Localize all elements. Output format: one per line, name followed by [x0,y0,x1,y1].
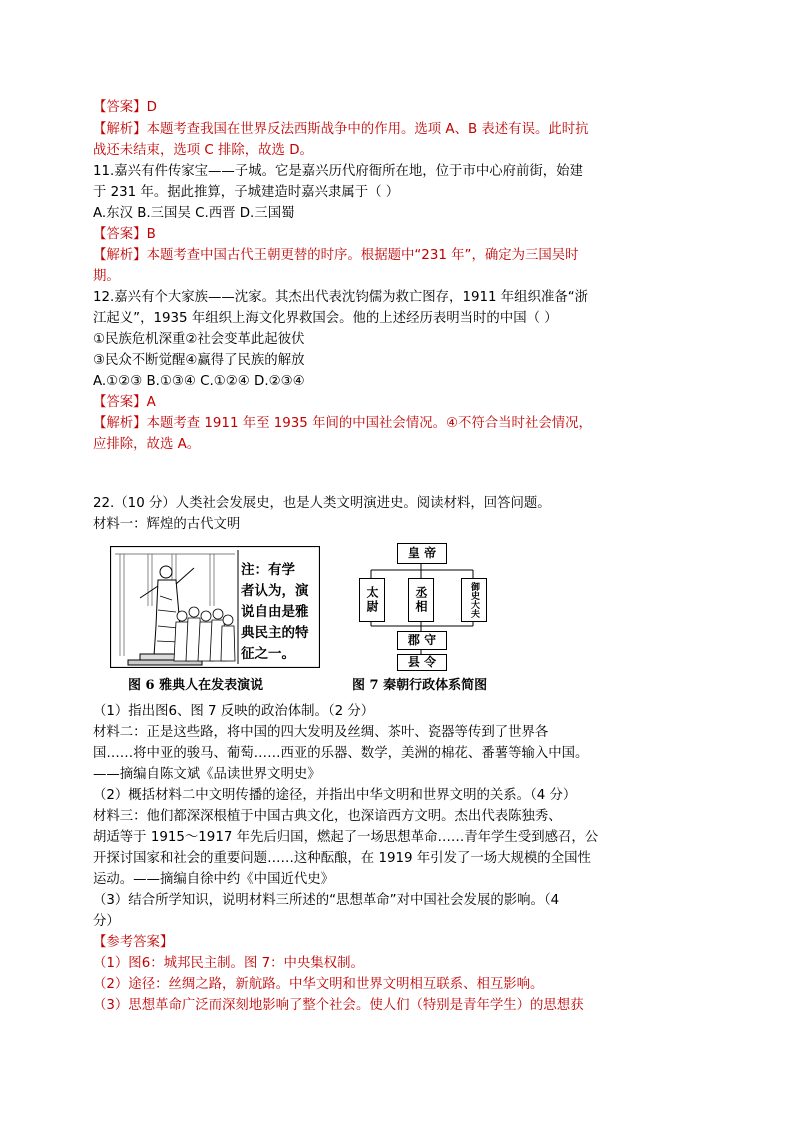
material3-line2: 胡适等于 1915～1917 年先后归国，燃起了一场思想革命……青年学生受到感召，公 [93,830,599,845]
q11-stem-line1: 11.嘉兴有件传家宝——子城。它是嘉兴历代府衙所在地，位于市中心府前街，始建 [93,164,583,179]
q12-choices-line1: ①民族危机深重②社会变革此起彼伏 [93,332,305,347]
q11-stem-line2: 于 231 年。据此推算，子城建造时嘉兴隶属于（ ） [93,185,400,200]
reference-answer-1: （1）图6：城邦民主制。图 7：中央集权制。 [93,956,364,971]
q11-options: A.东汉 B.三国吴 C.西晋 D.三国蜀 [93,206,295,221]
q10-analysis-line2: 战还未结束，选项 C 排除，故选 D。 [93,143,313,158]
note-line: 者认为，演 [241,583,309,599]
figure-6-note [241,560,313,660]
note-line: 征之一。 [241,646,295,662]
analysis-tag: 【解析】 [93,122,147,137]
org-emperor: 皇 帝 [397,543,447,564]
q12-analysis-line2: 应排除，故选 A。 [93,437,201,452]
note-line: 说自由是雅 [241,604,309,620]
material1-title: 材料一：辉煌的古代文明 [93,517,241,532]
org-yushi-dafu: 御史大夫 [461,578,487,622]
q12-analysis [93,414,592,434]
material3-line4: 运动。——摘编自徐中约《中国近代史》 [93,872,335,887]
q22-sub1: （1）指出图6、图 7 反映的政治体制。（2 分） [93,704,375,719]
reference-answer-3: （3）思想革命广泛而深刻地影响了整个社会。使人们（特别是青年学生）的思想获 [93,998,584,1013]
org-xianling: 县 令 [397,654,447,671]
q22-sub3-line1: （3）结合所学知识，说明材料三所述的“思想革命”对中国社会发展的影响。（4 [93,893,560,908]
q12-stem-line1: 12.嘉兴有个大家族——沈家。其杰出代表沈钧儒为救亡图存，1911 年组织准备“浙 [93,290,589,305]
q12-choices-line2: ③民众不断觉醒④赢得了民族的解放 [93,353,305,368]
note-line: 典民主的特 [241,625,309,641]
material2-line2: 国……将中亚的骏马、葡萄……西亚的乐器、数学，美洲的棉花、番薯等输入中国。 [93,746,589,761]
answer-tag: 【答案】 [93,227,147,242]
reference-answer-2: （2）途径：丝绸之路，新航路。中华文明和世界文明相互联系、相互影响。 [93,977,544,992]
answer-value: D [146,100,157,115]
q11-answer [93,225,156,245]
analysis-text: 本题考查 1911 年至 1935 年间的中国社会情况。④不符合当时社会情况， [146,416,592,431]
q11-analysis [93,246,579,266]
material3-line3: 开探讨国家和社会的重要问题……这种酝酿，在 1919 年引发了一场大规模的全国性 [93,851,591,866]
answer-value: A [146,395,156,410]
answer-tag: 【答案】 [93,100,147,115]
material3-line1: 材料三：他们都深深根植于中国古典文化，也深谙西方文明。杰出代表陈独秀、 [93,809,562,824]
analysis-tag: 【解析】 [93,248,147,263]
q10-analysis [93,120,589,140]
note-line: 注：有学 [241,562,295,578]
q22-heading: 22.（10 分）人类社会发展史，也是人类文明演进史。阅读材料，回答问题。 [93,496,551,511]
org-chengxiang: 丞相 [408,578,434,622]
q12-options: A.①②③ B.①③④ C.①②④ D.②③④ [93,374,305,389]
figure-7-caption: 图 7 秦朝行政体系简图 [352,678,488,693]
q10-answer [93,98,157,118]
material2-line1: 材料二：正是这些路，将中国的四大发明及丝绸、茶叶、瓷器等传到了世界各 [93,725,549,740]
q12-stem-line2: 江起义”，1935 年组织上海文化界救国会。他的上述经历表明当时的中国（ ） [93,311,558,326]
figure-6-caption: 图 6 雅典人在发表演说 [128,678,264,693]
reference-answer-tag: 【参考答案】 [93,935,174,950]
analysis-text: 本题考查中国古代王朝更替的时序。根据题中“231 年”，确定为三国吴时 [146,248,579,263]
analysis-tag: 【解析】 [93,416,147,431]
analysis-text: 本题考查我国在世界反法西斯战争中的作用。选项 A、B 表述有误。此时抗 [146,122,589,137]
q12-answer [93,393,156,413]
q22-sub3-line2: 分） [93,914,120,929]
org-taiwei: 太尉 [359,578,385,622]
org-junshou: 郡 守 [397,631,447,650]
answer-value: B [146,227,156,242]
material2-source: ——摘编自陈文斌《品读世界文明史》 [93,767,321,782]
answer-tag: 【答案】 [93,395,147,410]
q22-sub2: （2）概括材料二中文明传播的途径，并指出中华文明和世界文明的关系。（4 分） [93,788,577,803]
q11-analysis-line2: 期。 [93,269,120,284]
